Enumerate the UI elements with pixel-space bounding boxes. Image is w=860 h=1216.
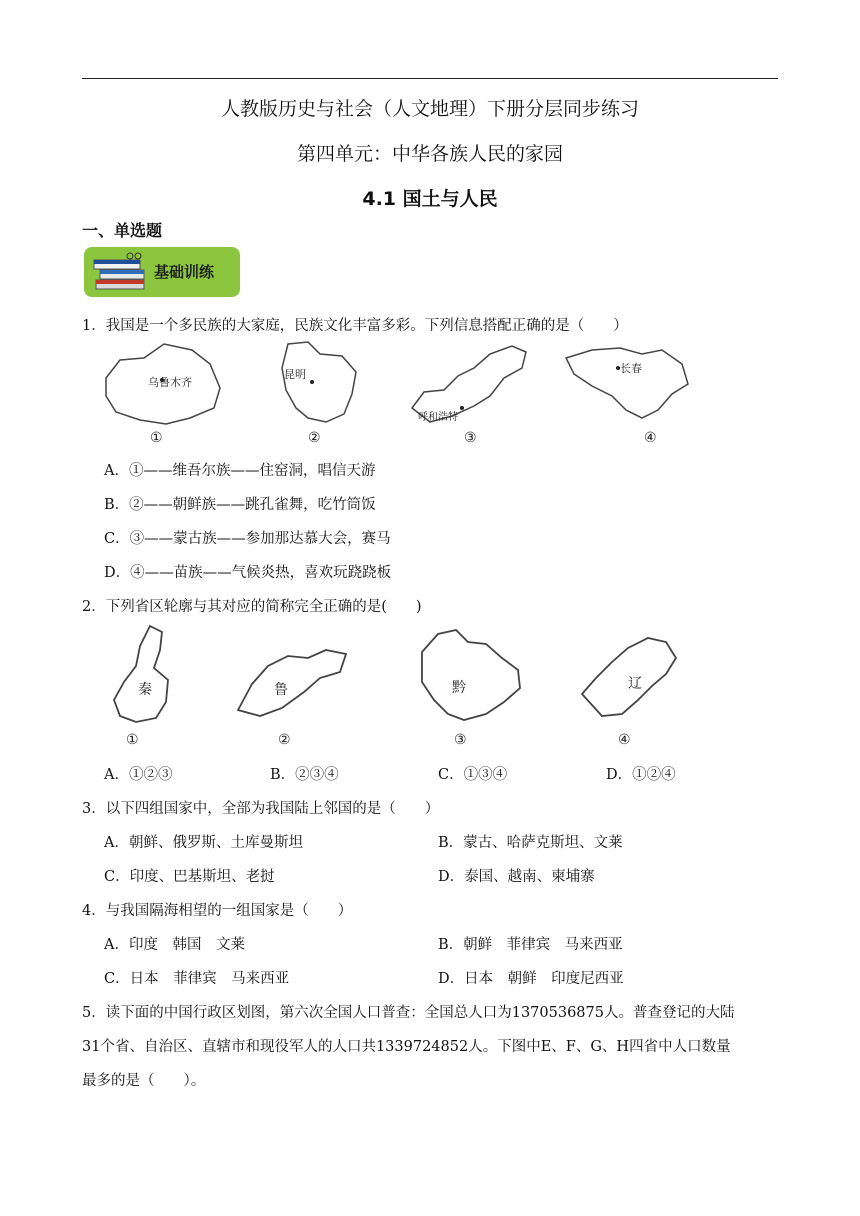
q2-figure-4-map <box>572 622 692 750</box>
q3-option-d[interactable]: D．泰国、越南、柬埔寨 <box>438 869 595 885</box>
q2-fig1-abbr: 秦 <box>138 682 152 698</box>
q4-option-d[interactable]: D．日本 朝鲜 印度尼西亚 <box>438 971 624 987</box>
q2-option-a[interactable]: A．①②③ <box>104 767 173 783</box>
q2-fig2-number: ② <box>278 732 291 748</box>
unit-title: 第四单元：中华各族人民的家园 <box>296 143 563 165</box>
q1-figure-4-map <box>562 338 702 450</box>
q2-fig4-number: ④ <box>618 732 631 748</box>
q3-option-b[interactable]: B．蒙古、哈萨克斯坦、文莱 <box>438 835 623 851</box>
q2-fig3-abbr: 黔 <box>452 680 466 696</box>
q2-figure-1-map <box>100 622 200 750</box>
q1-fig2-city: 昆明 <box>284 368 306 381</box>
question-3-stem: 3．以下四组国家中，全部为我国陆上邻国的是（ ） <box>82 801 440 817</box>
q2-fig3-number: ③ <box>454 732 467 748</box>
q3-option-c[interactable]: C．印度、巴基斯坦、老挝 <box>104 869 275 885</box>
section-badge <box>84 247 240 297</box>
q2-option-b[interactable]: B．②③④ <box>270 767 339 783</box>
q4-option-b[interactable]: B．朝鲜 菲律宾 马来西亚 <box>438 937 623 953</box>
q2-option-c[interactable]: C．①③④ <box>438 767 508 783</box>
question-4-stem: 4．与我国隔海相望的一组国家是（ ） <box>82 903 353 919</box>
q4-option-c[interactable]: C．日本 菲律宾 马来西亚 <box>104 971 290 987</box>
q5-line-1: 5．读下面的中国行政区划图，第六次全国人口普查：全国总人口为1370536875人。普查登记的大陆 <box>82 1005 735 1021</box>
q1-fig2-number: ② <box>308 430 321 446</box>
q2-fig2-abbr: 鲁 <box>274 682 288 698</box>
q2-fig1-number: ① <box>126 732 139 748</box>
lesson-title: 4.1 国土与人民 <box>362 188 498 210</box>
q5-line-3: 最多的是（ ）。 <box>82 1073 206 1089</box>
q1-figure-2-map <box>268 338 378 450</box>
q1-figure-1-map <box>100 338 240 450</box>
q1-figure-3-map <box>404 338 534 450</box>
q1-fig4-city: 长春 <box>620 362 642 375</box>
q1-option-d[interactable]: D．④——苗族——气候炎热，喜欢玩跷跷板 <box>104 565 392 581</box>
q5-line-2: 31个省、自治区、直辖市和现役军人的人口共1339724852人。下图中E、F、G、H四省中人口数量 <box>82 1039 731 1055</box>
q2-option-d[interactable]: D．①②④ <box>606 767 676 783</box>
q1-fig3-number: ③ <box>464 430 477 446</box>
books-icon <box>90 250 154 296</box>
header-rule <box>82 78 778 79</box>
q1-fig3-city: 呼和浩特 <box>418 412 458 423</box>
question-1-stem: 1．我国是一个多民族的大家庭，民族文化丰富多彩。下列信息搭配正确的是（ ） <box>82 318 628 334</box>
q1-fig4-number: ④ <box>644 430 657 446</box>
q1-fig1-city: 乌鲁木齐 <box>148 376 192 389</box>
q1-option-a[interactable]: A．①——维吾尔族——住窑洞，唱信天游 <box>104 463 376 479</box>
section-heading: 一、单选题 <box>82 221 163 240</box>
q1-fig1-number: ① <box>150 430 163 446</box>
q2-fig4-abbr: 辽 <box>628 676 642 692</box>
q2-figure-3-map <box>408 622 538 750</box>
q1-option-b[interactable]: B．②——朝鲜族——跳孔雀舞，吃竹筒饭 <box>104 497 376 513</box>
badge-label: 基础训练 <box>154 263 215 281</box>
q2-figure-2-map <box>230 622 370 750</box>
document-title: 人教版历史与社会（人文地理）下册分层同步练习 <box>220 98 639 120</box>
q1-option-c[interactable]: C．③——蒙古族——参加那达慕大会，赛马 <box>104 531 391 547</box>
q4-option-a[interactable]: A．印度 韩国 文莱 <box>104 937 245 953</box>
question-5-text <box>82 996 782 1098</box>
q3-option-a[interactable]: A．朝鲜、俄罗斯、土库曼斯坦 <box>104 835 303 851</box>
question-2-stem: 2．下列省区轮廓与其对应的简称完全正确的是( ) <box>82 599 422 615</box>
